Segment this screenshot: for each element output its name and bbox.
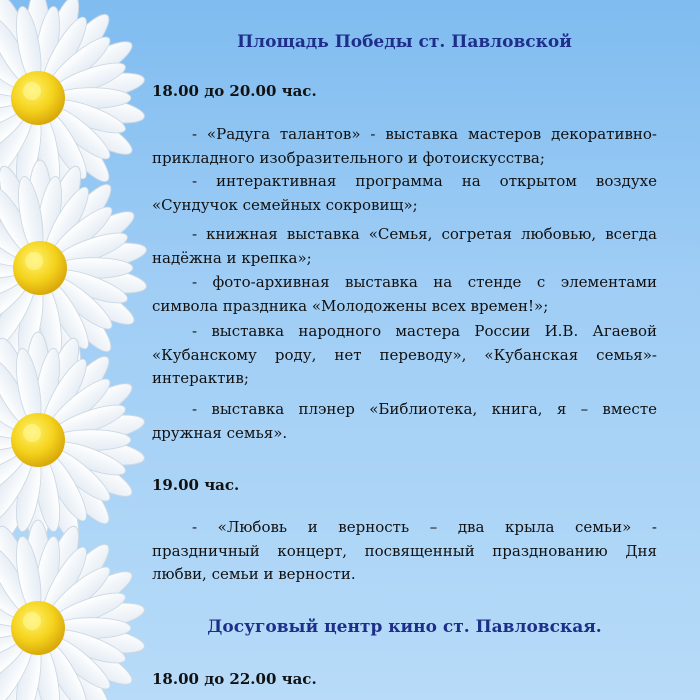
time-heading: 18.00 до 20.00 час. [152, 82, 317, 100]
event-item: - «Радуга талантов» - выставка мастеров декоративно- прикладного изобразительного и фотоискусства; [152, 125, 657, 167]
event-item: - фото-архивная выставка на стенде с элементами символа праздника «Молодожены всех времен!»; [152, 273, 657, 315]
event-item: - «Любовь и верность – два крыла семьи» - праздничный концерт, посвященный празднованию Дня любви, семьи и верности. [152, 518, 657, 583]
event-item: - книжная выставка «Семья, согретая любовью, всегда надёжна и крепка»; [152, 225, 657, 267]
daisy-decoration [0, 0, 150, 700]
venue-heading: Досуговый центр кино ст. Павловская. [207, 617, 602, 637]
venue-heading: Площадь Победы ст. Павловской [237, 32, 572, 52]
daisy-flower [0, 520, 146, 700]
time-heading: 19.00 час. [152, 476, 240, 494]
event-item: - выставка народного мастера России И.В. Агаевой «Кубанскому роду, нет переводу», «Кубанская семья»- интерактив; [152, 322, 657, 387]
event-item: - интерактивная программа на открытом воздухе «Сундучок семейных сокровищ»; [152, 172, 657, 214]
time-heading: 18.00 до 22.00 час. [152, 670, 317, 688]
schedule-content [152, 0, 657, 700]
event-item: - выставка плэнер «Библиотека, книга, я – вместе дружная семья». [152, 400, 657, 442]
daisy-flower [0, 332, 146, 548]
